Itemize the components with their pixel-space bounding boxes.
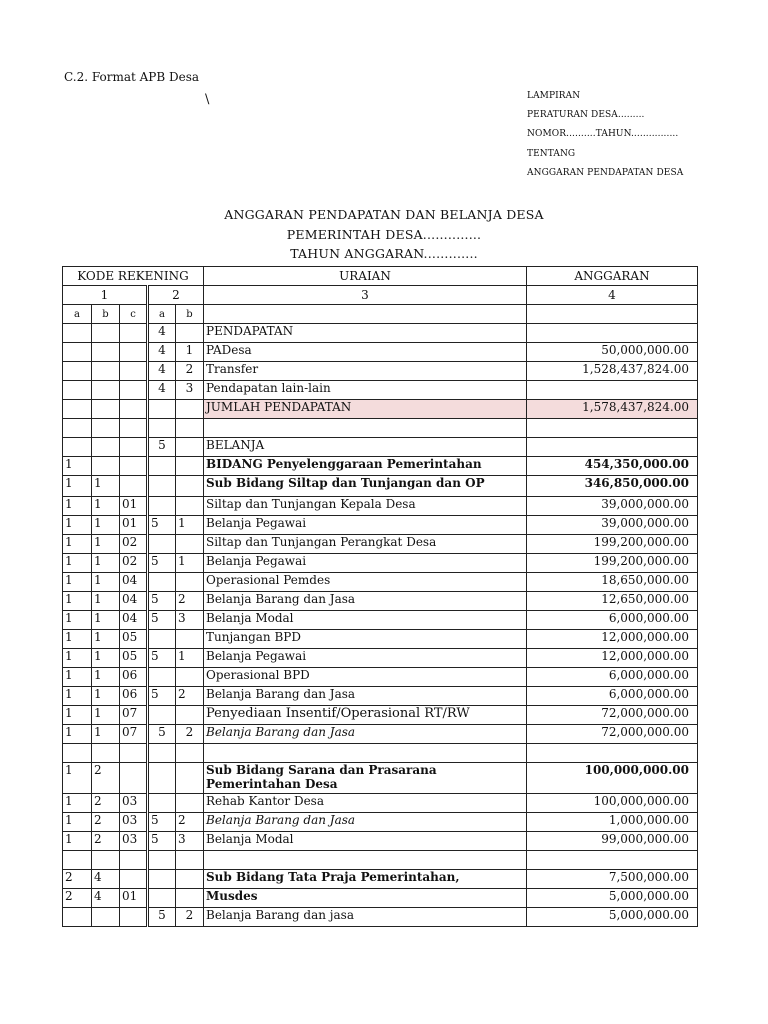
- code-a-cell: 2: [63, 889, 92, 908]
- code-a2-cell: [148, 630, 176, 649]
- code-a-cell: 1: [63, 706, 92, 725]
- code-b-cell: 1: [92, 668, 120, 687]
- code-c-cell: 04: [120, 573, 148, 592]
- code-c-cell: 06: [120, 668, 148, 687]
- code-c-cell: 07: [120, 706, 148, 725]
- amount-cell: 12,000,000.00: [527, 649, 698, 668]
- uraian-cell: [204, 851, 527, 870]
- header-num-2: 2: [148, 286, 204, 305]
- amount-cell: 6,000,000.00: [527, 668, 698, 687]
- document-label: C.2. Format APB Desa: [64, 70, 200, 84]
- code-c-cell: 06: [120, 687, 148, 706]
- amount-cell: 346,850,000.00: [527, 476, 698, 497]
- code-b-cell: 1: [92, 611, 120, 630]
- code-c-cell: [120, 744, 148, 763]
- amount-cell: [527, 851, 698, 870]
- uraian-cell: [204, 419, 527, 438]
- header-sub-c: c: [120, 305, 148, 324]
- uraian-cell: Belanja Barang dan Jasa: [204, 592, 527, 611]
- code-b-cell: 1: [92, 592, 120, 611]
- code-b-cell: 2: [92, 832, 120, 851]
- code-a2-cell: [148, 706, 176, 725]
- code-c-cell: [120, 870, 148, 889]
- code-b2-cell: 2: [176, 908, 204, 927]
- amount-cell: [527, 419, 698, 438]
- code-c-cell: [120, 343, 148, 362]
- code-a-cell: 1: [63, 476, 92, 497]
- header-sub-blank: [204, 305, 527, 324]
- code-a2-cell: 5: [148, 813, 176, 832]
- lampiran-line: ANGGARAN PENDAPATAN DESA: [527, 168, 684, 178]
- code-a-cell: 1: [63, 630, 92, 649]
- code-a-cell: [63, 400, 92, 419]
- code-a-cell: 1: [63, 687, 92, 706]
- code-a-cell: [63, 851, 92, 870]
- document-subtitle: PEMERINTAH DESA..............: [286, 227, 482, 242]
- code-c-cell: 01: [120, 516, 148, 535]
- code-a-cell: 1: [63, 554, 92, 573]
- code-a2-cell: 5: [148, 725, 176, 744]
- uraian-cell: BIDANG Penyelenggaraan Pemerintahan: [204, 457, 527, 476]
- header-uraian: URAIAN: [204, 267, 527, 286]
- code-b2-cell: [176, 763, 204, 794]
- lampiran-line: LAMPIRAN: [527, 91, 581, 101]
- code-b2-cell: [176, 889, 204, 908]
- uraian-cell: Belanja Pegawai: [204, 649, 527, 668]
- code-b2-cell: [176, 476, 204, 497]
- code-a2-cell: 5: [148, 592, 176, 611]
- amount-cell: 5,000,000.00: [527, 908, 698, 927]
- code-a-cell: 2: [63, 870, 92, 889]
- code-c-cell: 03: [120, 832, 148, 851]
- uraian-cell: Tunjangan BPD: [204, 630, 527, 649]
- code-a-cell: [63, 908, 92, 927]
- code-b-cell: 1: [92, 497, 120, 516]
- code-a-cell: 1: [63, 611, 92, 630]
- lampiran-line: PERATURAN DESA.........: [527, 110, 645, 120]
- code-a2-cell: 5: [148, 908, 176, 927]
- code-b2-cell: [176, 535, 204, 554]
- amount-cell: 18,650,000.00: [527, 573, 698, 592]
- amount-cell: 199,200,000.00: [527, 535, 698, 554]
- table-row: [63, 535, 698, 554]
- code-b2-cell: [176, 744, 204, 763]
- table-subcode-row: [63, 305, 698, 324]
- code-a2-cell: 5: [148, 832, 176, 851]
- code-b2-cell: 3: [176, 832, 204, 851]
- table-row: [63, 554, 698, 573]
- code-b-cell: [92, 419, 120, 438]
- lampiran-line: NOMOR..........TAHUN................: [527, 129, 679, 139]
- amount-cell: 12,000,000.00: [527, 630, 698, 649]
- code-b2-cell: 2: [176, 725, 204, 744]
- code-c-cell: [120, 381, 148, 400]
- amount-cell: [527, 324, 698, 343]
- amount-cell: [527, 744, 698, 763]
- code-c-cell: [120, 851, 148, 870]
- code-a2-cell: 5: [148, 438, 176, 457]
- table-row: [63, 516, 698, 535]
- code-c-cell: [120, 419, 148, 438]
- uraian-cell: JUMLAH PENDAPATAN: [204, 400, 527, 419]
- table-row: [63, 794, 698, 813]
- uraian-cell: Operasional Pemdes: [204, 573, 527, 592]
- code-a-cell: [63, 438, 92, 457]
- table-row: [63, 706, 698, 725]
- code-a-cell: [63, 744, 92, 763]
- amount-cell: 1,578,437,824.00: [527, 400, 698, 419]
- table-row: [63, 763, 698, 794]
- uraian-cell: Belanja Pegawai: [204, 554, 527, 573]
- code-b-cell: 1: [92, 535, 120, 554]
- code-a2-cell: 5: [148, 554, 176, 573]
- table-row: [63, 870, 698, 889]
- code-a-cell: 1: [63, 832, 92, 851]
- code-b2-cell: 2: [176, 813, 204, 832]
- table-row: [63, 908, 698, 927]
- code-b2-cell: [176, 438, 204, 457]
- code-b2-cell: 2: [176, 592, 204, 611]
- code-b-cell: 1: [92, 573, 120, 592]
- uraian-cell: Rehab Kantor Desa: [204, 794, 527, 813]
- code-b-cell: 2: [92, 794, 120, 813]
- amount-cell: 5,000,000.00: [527, 889, 698, 908]
- code-a2-cell: [148, 794, 176, 813]
- document-title: ANGGARAN PENDAPATAN DAN BELANJA DESA: [224, 207, 544, 222]
- code-a2-cell: 4: [148, 381, 176, 400]
- table-header-row: [63, 267, 698, 286]
- amount-cell: [527, 381, 698, 400]
- amount-cell: 72,000,000.00: [527, 725, 698, 744]
- code-b-cell: [92, 381, 120, 400]
- code-a2-cell: 4: [148, 362, 176, 381]
- code-b2-cell: [176, 400, 204, 419]
- uraian-cell: Belanja Modal: [204, 832, 527, 851]
- table-row: [63, 497, 698, 516]
- code-c-cell: [120, 763, 148, 794]
- amount-cell: 100,000,000.00: [527, 794, 698, 813]
- uraian-cell: Belanja Modal: [204, 611, 527, 630]
- table-row: [63, 744, 698, 763]
- code-b-cell: 1: [92, 516, 120, 535]
- code-a2-cell: 5: [148, 516, 176, 535]
- code-c-cell: 07: [120, 725, 148, 744]
- code-a-cell: [63, 381, 92, 400]
- code-b2-cell: 3: [176, 611, 204, 630]
- code-b-cell: 1: [92, 725, 120, 744]
- code-a2-cell: [148, 419, 176, 438]
- code-b-cell: [92, 908, 120, 927]
- code-b2-cell: [176, 668, 204, 687]
- header-kode-rekening: KODE REKENING: [63, 267, 204, 286]
- code-b2-cell: [176, 497, 204, 516]
- code-a-cell: [63, 343, 92, 362]
- amount-cell: 12,650,000.00: [527, 592, 698, 611]
- code-a2-cell: [148, 744, 176, 763]
- code-c-cell: [120, 908, 148, 927]
- uraian-cell: Sub Bidang Siltap dan Tunjangan dan OP: [204, 476, 527, 497]
- code-b2-cell: 1: [176, 554, 204, 573]
- amount-cell: 454,350,000.00: [527, 457, 698, 476]
- header-sub-b2: b: [176, 305, 204, 324]
- header-num-4: 4: [527, 286, 698, 305]
- code-a-cell: 1: [63, 573, 92, 592]
- code-b-cell: 4: [92, 889, 120, 908]
- code-b2-cell: [176, 706, 204, 725]
- code-b-cell: [92, 343, 120, 362]
- code-b-cell: 1: [92, 476, 120, 497]
- code-b2-cell: 2: [176, 362, 204, 381]
- uraian-cell: Transfer: [204, 362, 527, 381]
- code-b-cell: [92, 438, 120, 457]
- code-a2-cell: [148, 535, 176, 554]
- code-b2-cell: 1: [176, 343, 204, 362]
- table-row: [63, 630, 698, 649]
- amount-cell: 99,000,000.00: [527, 832, 698, 851]
- stray-backslash: \: [205, 92, 210, 107]
- code-a-cell: 1: [63, 668, 92, 687]
- table-row: [63, 438, 698, 457]
- code-b-cell: [92, 400, 120, 419]
- uraian-cell: PADesa: [204, 343, 527, 362]
- table-row: [63, 476, 698, 497]
- code-c-cell: 03: [120, 794, 148, 813]
- code-b-cell: 1: [92, 706, 120, 725]
- code-b-cell: [92, 362, 120, 381]
- code-a2-cell: [148, 889, 176, 908]
- header-sub-a2: a: [148, 305, 176, 324]
- code-c-cell: 01: [120, 497, 148, 516]
- uraian-cell: Belanja Barang dan Jasa: [204, 687, 527, 706]
- uraian-cell: Belanja Barang dan jasa: [204, 908, 527, 927]
- amount-cell: [527, 438, 698, 457]
- code-b-cell: 1: [92, 649, 120, 668]
- header-sub-a: a: [63, 305, 92, 324]
- code-c-cell: 01: [120, 889, 148, 908]
- amount-cell: 100,000,000.00: [527, 763, 698, 794]
- uraian-cell: BELANJA: [204, 438, 527, 457]
- code-b2-cell: [176, 794, 204, 813]
- table-row: [63, 668, 698, 687]
- table-row: [63, 813, 698, 832]
- uraian-cell: Musdes: [204, 889, 527, 908]
- code-b-cell: 4: [92, 870, 120, 889]
- header-anggaran: ANGGARAN: [527, 267, 698, 286]
- code-c-cell: [120, 457, 148, 476]
- amount-cell: 1,528,437,824.00: [527, 362, 698, 381]
- uraian-cell: Siltap dan Tunjangan Kepala Desa: [204, 497, 527, 516]
- table-row: [63, 611, 698, 630]
- uraian-cell: Belanja Pegawai: [204, 516, 527, 535]
- code-c-cell: 03: [120, 813, 148, 832]
- table-row: [63, 592, 698, 611]
- code-b2-cell: [176, 851, 204, 870]
- code-b2-cell: [176, 457, 204, 476]
- table-row: [63, 649, 698, 668]
- amount-cell: 6,000,000.00: [527, 687, 698, 706]
- code-a-cell: 1: [63, 535, 92, 554]
- table-row: [63, 832, 698, 851]
- uraian-cell: Operasional BPD: [204, 668, 527, 687]
- amount-cell: 7,500,000.00: [527, 870, 698, 889]
- code-a2-cell: [148, 870, 176, 889]
- table-row: [63, 419, 698, 438]
- code-b2-cell: [176, 630, 204, 649]
- code-b-cell: 1: [92, 554, 120, 573]
- code-c-cell: 02: [120, 554, 148, 573]
- code-a-cell: [63, 324, 92, 343]
- code-a2-cell: [148, 573, 176, 592]
- table-row: [63, 381, 698, 400]
- code-b-cell: [92, 744, 120, 763]
- code-c-cell: 05: [120, 649, 148, 668]
- uraian-cell: Sub Bidang Tata Praja Pemerintahan,: [204, 870, 527, 889]
- code-b-cell: 1: [92, 687, 120, 706]
- code-c-cell: [120, 400, 148, 419]
- code-c-cell: [120, 362, 148, 381]
- code-a-cell: 1: [63, 497, 92, 516]
- amount-cell: 72,000,000.00: [527, 706, 698, 725]
- code-b-cell: 2: [92, 813, 120, 832]
- table-row: [63, 889, 698, 908]
- budget-table: [62, 266, 698, 927]
- table-row: [63, 343, 698, 362]
- code-c-cell: [120, 476, 148, 497]
- code-a2-cell: [148, 497, 176, 516]
- code-a2-cell: 4: [148, 324, 176, 343]
- code-c-cell: [120, 438, 148, 457]
- code-a-cell: 1: [63, 592, 92, 611]
- code-a-cell: [63, 419, 92, 438]
- code-b-cell: [92, 324, 120, 343]
- code-c-cell: 04: [120, 611, 148, 630]
- code-b-cell: 2: [92, 763, 120, 794]
- code-a2-cell: [148, 668, 176, 687]
- code-b2-cell: 1: [176, 516, 204, 535]
- table-row: [63, 457, 698, 476]
- code-b2-cell: [176, 870, 204, 889]
- code-a-cell: 1: [63, 516, 92, 535]
- code-b2-cell: 1: [176, 649, 204, 668]
- header-sub-blank: [527, 305, 698, 324]
- table-row: [63, 725, 698, 744]
- amount-cell: 6,000,000.00: [527, 611, 698, 630]
- code-a-cell: 1: [63, 794, 92, 813]
- uraian-cell: Sub Bidang Sarana dan Prasarana Pemerintahan Desa: [204, 763, 527, 794]
- amount-cell: 39,000,000.00: [527, 516, 698, 535]
- code-b2-cell: [176, 419, 204, 438]
- header-num-3: 3: [204, 286, 527, 305]
- uraian-cell: Belanja Barang dan Jasa: [204, 813, 527, 832]
- table-row: [63, 851, 698, 870]
- code-c-cell: [120, 324, 148, 343]
- table-row: [63, 573, 698, 592]
- code-a2-cell: 5: [148, 687, 176, 706]
- uraian-cell: [204, 744, 527, 763]
- header-sub-b: b: [92, 305, 120, 324]
- uraian-cell: Penyediaan Insentif/Operasional RT/RW: [204, 706, 527, 725]
- table-row: [63, 400, 698, 419]
- code-a-cell: 1: [63, 763, 92, 794]
- code-b-cell: [92, 457, 120, 476]
- code-a2-cell: [148, 851, 176, 870]
- uraian-cell: PENDAPATAN: [204, 324, 527, 343]
- amount-cell: 39,000,000.00: [527, 497, 698, 516]
- code-b-cell: [92, 851, 120, 870]
- code-b-cell: 1: [92, 630, 120, 649]
- amount-cell: 50,000,000.00: [527, 343, 698, 362]
- code-c-cell: 05: [120, 630, 148, 649]
- uraian-cell: Siltap dan Tunjangan Perangkat Desa: [204, 535, 527, 554]
- code-a2-cell: [148, 476, 176, 497]
- amount-cell: 1,000,000.00: [527, 813, 698, 832]
- code-a2-cell: [148, 457, 176, 476]
- table-number-row: [63, 286, 698, 305]
- code-a2-cell: [148, 763, 176, 794]
- table-row: [63, 324, 698, 343]
- code-a2-cell: [148, 400, 176, 419]
- code-a-cell: 1: [63, 649, 92, 668]
- code-c-cell: 04: [120, 592, 148, 611]
- code-b2-cell: 3: [176, 381, 204, 400]
- code-b2-cell: 2: [176, 687, 204, 706]
- header-num-1: 1: [63, 286, 148, 305]
- amount-cell: 199,200,000.00: [527, 554, 698, 573]
- table-row: [63, 362, 698, 381]
- lampiran-line: TENTANG: [527, 149, 576, 159]
- code-a2-cell: 4: [148, 343, 176, 362]
- code-a-cell: [63, 362, 92, 381]
- uraian-cell: Belanja Barang dan Jasa: [204, 725, 527, 744]
- code-a-cell: 1: [63, 813, 92, 832]
- document-year: TAHUN ANGGARAN.............: [290, 246, 478, 261]
- code-a2-cell: 5: [148, 649, 176, 668]
- code-c-cell: 02: [120, 535, 148, 554]
- table-row: [63, 687, 698, 706]
- code-a-cell: 1: [63, 725, 92, 744]
- code-a2-cell: 5: [148, 611, 176, 630]
- code-a-cell: 1: [63, 457, 92, 476]
- code-b2-cell: [176, 324, 204, 343]
- uraian-cell: Pendapatan lain-lain: [204, 381, 527, 400]
- code-b2-cell: [176, 573, 204, 592]
